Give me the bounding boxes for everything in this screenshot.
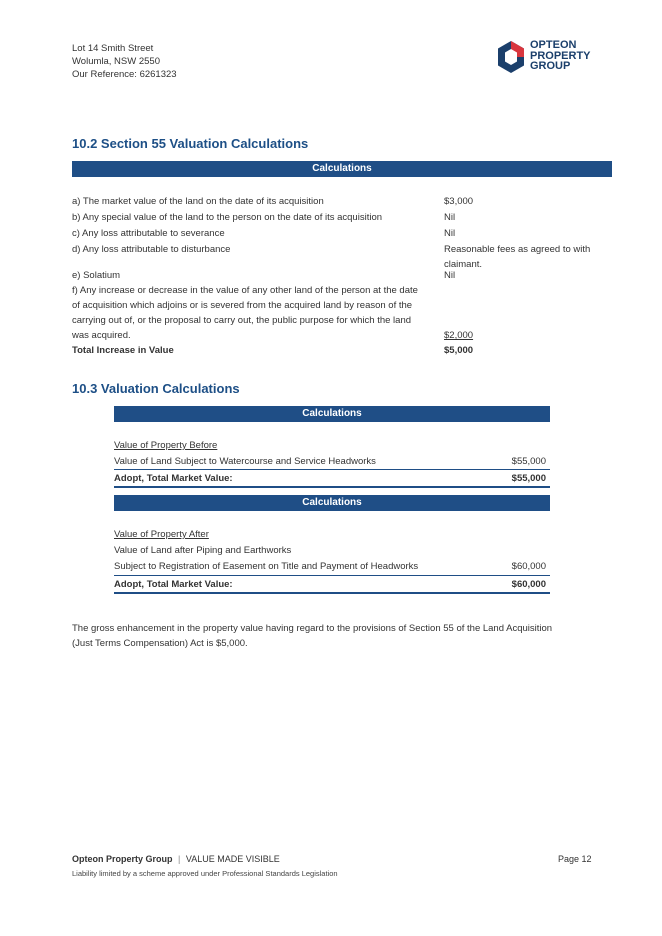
before-heading: Value of Property Before	[114, 440, 218, 451]
row-e-value: Nil	[444, 270, 456, 281]
summary-line-1: The gross enhancement in the property value having regard to the provisions of Section 55 of the Land Acquisition	[72, 623, 553, 634]
page-number: Page 12	[558, 854, 592, 864]
valuation-calculations-heading: 10.3 Valuation Calculations	[72, 381, 240, 396]
row-d-label: d) Any loss attributable to disturbance	[72, 244, 231, 255]
row-a-value: $3,000	[444, 196, 474, 207]
after-row-2-value: $60,000	[511, 561, 546, 572]
before-rule	[114, 469, 550, 470]
row-b-label: b) Any special value of the land to the person on the date of its acquisition	[72, 212, 383, 223]
footer-company: Opteon Property Group	[72, 854, 173, 864]
after-row-1-label: Value of Land after Piping and Earthworks	[114, 545, 292, 556]
after-adopt-value: $60,000	[511, 579, 546, 590]
before-double-rule	[114, 486, 550, 488]
after-row-2-label: Subject to Registration of Easement on Title and Payment of Headworks	[114, 561, 419, 572]
total-increase-value: $5,000	[444, 345, 474, 356]
row-f-value: $2,000	[444, 330, 474, 341]
summary-line-2: (Just Terms Compensation) Act is $5,000.	[72, 638, 248, 649]
after-rule	[114, 575, 550, 576]
row-a-label: a) The market value of the land on the date of its acquisition	[72, 196, 324, 207]
opteon-logo	[496, 38, 596, 78]
before-row-value: $55,000	[511, 456, 546, 467]
hexagon-logo-icon	[496, 40, 526, 74]
after-double-rule	[114, 592, 550, 594]
reference-number: Our Reference: 6261323	[72, 69, 177, 80]
before-adopt-label: Adopt, Total Market Value:	[114, 473, 233, 484]
footer-brand	[72, 854, 280, 864]
address-line-2: Wolumla, NSW 2550	[72, 56, 160, 67]
row-f-line-4: was acquired.	[72, 330, 131, 341]
footer-separator: |	[178, 854, 181, 864]
row-e-label: e) Solatium	[72, 270, 121, 281]
row-c-value: Nil	[444, 228, 456, 239]
before-row-label: Value of Land Subject to Watercourse and Service Headworks	[114, 456, 376, 467]
after-adopt-label: Adopt, Total Market Value:	[114, 579, 233, 590]
row-c-label: c) Any loss attributable to severance	[72, 228, 225, 239]
logo-wordmark: OPTEON PROPERTY GROUP	[530, 39, 591, 72]
footer-liability: Liability limited by a scheme approved under Professional Standards Legislation	[72, 869, 338, 878]
calculations-bar-3: Calculations	[114, 495, 550, 511]
section-55-heading: 10.2 Section 55 Valuation Calculations	[72, 136, 309, 151]
address-line-1: Lot 14 Smith Street	[72, 43, 154, 54]
row-d-value-cont: claimant.	[444, 259, 483, 270]
row-f-line-1: f) Any increase or decrease in the value of any other land of the person at the date	[72, 285, 418, 296]
before-adopt-value: $55,000	[511, 473, 546, 484]
calculations-bar-2: Calculations	[114, 406, 550, 422]
footer-tagline: VALUE MADE VISIBLE	[185, 854, 280, 864]
row-d-value: Reasonable fees as agreed to with	[444, 244, 591, 255]
row-f-line-2: of acquisition which adjoins or is severed from the acquired land by reason of the	[72, 300, 413, 311]
address-block	[72, 42, 177, 81]
row-b-value: Nil	[444, 212, 456, 223]
calculations-bar-1: Calculations	[72, 161, 612, 177]
row-f-line-3: carrying out of, or the proposal to carry out, the public purpose for which the land	[72, 315, 412, 326]
total-increase-label: Total Increase in Value	[72, 345, 174, 356]
after-heading: Value of Property After	[114, 529, 209, 540]
